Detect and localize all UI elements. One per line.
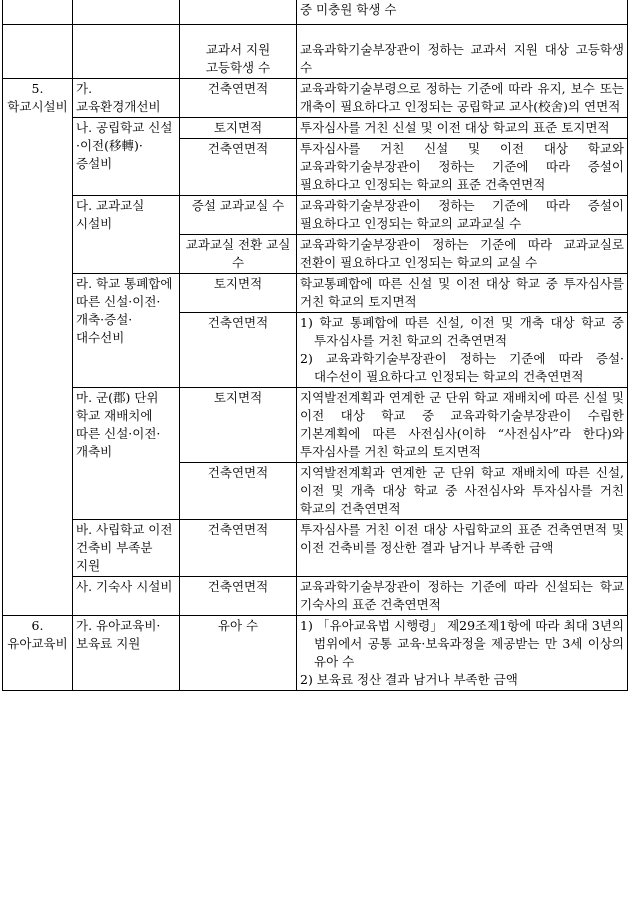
metric-cell: 토지면적	[180, 273, 297, 312]
metric-cell: 교과서 지원 고등학생 수	[180, 24, 297, 78]
desc-cell: 투자심사를 거친 이전 대상 사립학교의 표준 건축연면적 및 이전 건축비를 정산한 결과 남거나 부족한 금액	[297, 519, 628, 576]
item-label: 마. 군(郡) 단위 학교 재배치에 따른 신설·이전·개축비	[73, 387, 180, 519]
desc-cell: 지역발전계획과 연계한 군 단위 학교 재배치에 따른 신설 및 이전 대상 학교 중 교육과학기술부장관이 수립한 기본계획에 따른 사전심사(이하 “사전심사”라 한다)와 투자심사를 거친 학교의 토지면적	[297, 387, 628, 462]
school-facility-table	[2, 0, 628, 691]
metric-cell: 토지면적	[180, 387, 297, 462]
metric-cell: 유아 수	[180, 615, 297, 690]
metric-cell: 토지면적	[180, 117, 297, 138]
desc-cell: 교육과학기술부장관이 정하는 기준에 따라 증설이 필요하다고 인정되는 학교의 교과교실 수	[297, 195, 628, 234]
numbered-item: 1) 학교 통폐합에 따른 신설, 이전 및 개축 대상 학교 중 투자심사를 거친 학교의 건축연면적	[300, 314, 624, 348]
table-row	[3, 78, 628, 117]
desc-cell: 교육과학기술부장관이 정하는 기준에 따라 신설되는 학교 기숙사의 표준 건축연면적	[297, 576, 628, 615]
col2-cell	[73, 0, 180, 24]
table-row	[3, 195, 628, 234]
table-row	[3, 519, 628, 576]
desc-cell: 교육과학기술부장관이 정하는 기준에 따라 교과교실로 전환이 필요하다고 인정되는 학교의 교실 수	[297, 234, 628, 273]
desc-cell: 투자심사를 거친 신설 및 이전 대상 학교와 교육과학기술부장관이 정하는 기준에 따라 증설이 필요하다고 인정되는 학교의 표준 건축연면적	[297, 138, 628, 195]
table-row	[3, 117, 628, 138]
col1-cell	[3, 0, 73, 24]
metric-cell	[180, 0, 297, 24]
table-row	[3, 0, 628, 24]
metric-cell: 건축연면적	[180, 78, 297, 117]
metric-cell: 증설 교과교실 수	[180, 195, 297, 234]
metric-cell: 건축연면적	[180, 462, 297, 519]
desc-cell: 학교통폐합에 따른 신설 및 이전 대상 학교 중 투자심사를 거친 학교의 토지면적	[297, 273, 628, 312]
desc-cell	[297, 312, 628, 387]
item-label: 가. 교육환경개선비	[73, 78, 180, 117]
table-row	[3, 387, 628, 462]
table-row	[3, 273, 628, 312]
item-label: 다. 교과교실 시설비	[73, 195, 180, 273]
desc-cell: 교육과학기술부령으로 정하는 기준에 따라 유지, 보수 또는 개축이 필요하다고 인정되는 공립학교 교사(校舍)의 연면적	[297, 78, 628, 117]
metric-cell: 건축연면적	[180, 519, 297, 576]
metric-cell: 건축연면적	[180, 312, 297, 387]
metric-cell: 건축연면적	[180, 138, 297, 195]
item-label: 나. 공립학교 신설·이전(移轉)·증설비	[73, 117, 180, 195]
desc-cell: 중 미충원 학생 수	[297, 0, 628, 24]
col2-cell	[73, 24, 180, 78]
item-label: 사. 기숙사 시설비	[73, 576, 180, 615]
metric-cell: 교과교실 전환 교실 수	[180, 234, 297, 273]
desc-cell: 지역발전계획과 연계한 군 단위 학교 재배치에 따른 신설, 이전 및 개축 대상 학교 중 사전심사와 투자심사를 거친 학교의 건축연면적	[297, 462, 628, 519]
item-label: 바. 사립학교 이전 건축비 부족분 지원	[73, 519, 180, 576]
section-label: 5. 학교시설비	[3, 78, 73, 615]
table-row	[3, 24, 628, 78]
desc-cell: 투자심사를 거친 신설 및 이전 대상 학교의 표준 토지면적	[297, 117, 628, 138]
numbered-item: 2) 교육과학기술부장관이 정하는 기준에 따라 증설·대수선이 필요하다고 인정되는 학교의 건축연면적	[300, 350, 624, 384]
section-label: 6. 유아교육비	[3, 615, 73, 690]
col1-cell	[3, 24, 73, 78]
desc-cell: 교육과학기술부장관이 정하는 교과서 지원 대상 고등학생 수	[297, 24, 628, 78]
numbered-item: 1) 「유아교육법 시행령」 제29조제1항에 따라 최대 3년의 범위에서 공통 교육·보육과정을 제공받는 만 3세 이상의 유아 수	[300, 617, 624, 669]
table-row	[3, 615, 628, 690]
desc-cell	[297, 615, 628, 690]
metric-cell: 건축연면적	[180, 576, 297, 615]
item-label: 라. 학교 통폐합에 따른 신설·이전·개축·증설·대수선비	[73, 273, 180, 387]
item-label: 가. 유아교육비·보육료 지원	[73, 615, 180, 690]
numbered-item: 2) 보육료 정산 결과 남거나 부족한 금액	[300, 671, 518, 687]
table-row	[3, 576, 628, 615]
